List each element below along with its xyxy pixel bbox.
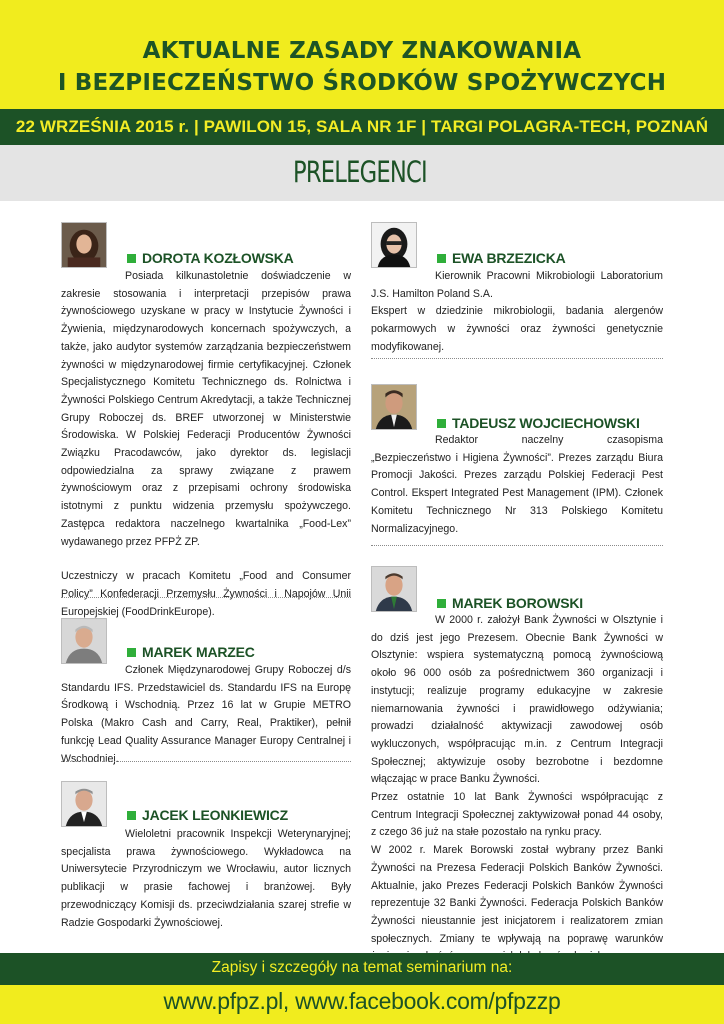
speaker-name-row-brzezicka [437, 250, 566, 266]
section-title: PRELEGENCI [293, 155, 427, 189]
speaker-bio-brzezicka [371, 268, 663, 357]
bullet-square-icon [437, 599, 446, 608]
bio-paragraph: Ekspert w dziedzinie mikrobiologii, badania alergenów pokarmowych w żywności oraz żywności genetycznie modyfikowanej. [371, 305, 663, 353]
speaker-name: DOROTA KOZŁOWSKA [142, 250, 294, 266]
bullet-square-icon [437, 419, 446, 428]
event-info: 22 WRZEŚNIA 2015 r. | PAWILON 15, SALA NR 1F | TARGI POLAGRA-TECH, POZNAŃ [15, 117, 709, 136]
bullet-square-icon [127, 254, 136, 263]
speaker-photo-marzec [61, 618, 107, 664]
bio-paragraph: Kierownik Pracowni Mikrobiologii Laboratorium J.S. Hamilton Poland S.A. [371, 270, 663, 300]
speaker-photo-borowski [371, 566, 417, 612]
speaker-name: EWA BRZEZICKA [452, 250, 566, 266]
divider [61, 597, 351, 598]
speaker-bio-leonkiewicz [61, 826, 351, 932]
bio-paragraph: Posiada kilkunastoletnie doświadczenie w zakresie stosowania i interpretacji przepisów prawa żywnościowego uzyskane w pracy w Instytucie Żywności i Żywienia, międzynarodowych koncernach spożywczych, a także, jako audytor systemów zarządzania bezpieczeństwem żywności w międzynarodowej firmie certyfikacyjnej. Członek Specjalistycznego Komitetu Technicznego ds. Rolnictwa i Żywności Polskiego Centrum Akredytacji, a także Technicznej Grupy Roboczej ds. BREF utworzonej w Ministerstwie Środowiska. W Polskiej Federacji Producentów Żywności Związku Pracodawców, jako dyrektor ds. legislacji odpowiedzialna za sprawy związane z prawem żywnościowym oraz z przepisami ochrony środowiska istotnymi z punktu widzenia przemysłu spożywczego. Zastępca redaktora naczelnego kwartalnika „Food-Lex” wydawanego przez PFPŻ ZP. [61, 270, 351, 548]
speaker-photo-brzezicka [371, 222, 417, 268]
bullet-square-icon [437, 254, 446, 263]
title-line-2: I BEZPIECZEŃSTWO ŚRODKÓW SPOŻYWCZYCH [57, 70, 667, 96]
speaker-bio-borowski [371, 612, 663, 966]
speaker-name: TADEUSZ WOJCIECHOWSKI [452, 415, 640, 431]
speaker-bio-kozlowska [61, 268, 351, 621]
bio-paragraph: Redaktor naczelny czasopisma „Bezpieczeństwo i Higiena Żywności”. Prezes zarządu Biura Promocji Jakości. Prezes zarządu Polskiej Federacji Pest Control. Ekspert Integrated Pest Management (IPM). Członek Komitetu Technicznego Nr 313 Polskiego Komitetu Normalizacyjnego. [371, 434, 663, 535]
divider [61, 761, 351, 762]
event-info-band [0, 109, 724, 145]
divider [371, 545, 663, 546]
bio-paragraph: Członek Międzynarodowej Grupy Roboczej d/s Standardu IFS. Przedstawiciel ds. Standardu IFS na Europę Środkową i Wschodnią. Przez 16 lat w Grupie METRO Polska (Makro Cash and Carry, Real, Praktiker), pełnił funkcję Lead Quality Assurance Manager Europy Centralnej i Wschodniej. [61, 664, 351, 765]
bio-paragraph: Uczestniczy w pracach Komitetu „Food and Consumer Policy” Konfederacji Przemysłu Żywności i Napojów Unii Europejskiej (FoodDrinkEurope). [61, 570, 351, 618]
bullet-square-icon [127, 811, 136, 820]
speaker-photo-kozlowska [61, 222, 107, 268]
speaker-name: MAREK BOROWSKI [452, 595, 583, 611]
bio-paragraph: W 2000 r. założył Bank Żywności w Olsztynie i do dziś jest jego Prezesem. Obecnie Bank Żywności w Olsztynie: wspiera systematyczną pomocą żywnościową około 96 000 osób za pośrednictwem 360 organizacji i instytucji; realizuje programy edukacyjne w zakresie niemarnowania żywności i prawidłowego odżywiania; prowadzi działalność aktywizacji zawodowej osób wykluczonych, współpracując m.in. z Centrum Integracji Społecznej; aktywizuje osoby bezrobotne i bezdomne włączając w prace Banku Żywności. [371, 614, 663, 786]
speaker-name: JACEK LEONKIEWICZ [142, 807, 288, 823]
bullet-square-icon [127, 648, 136, 657]
bio-paragraph: Przez ostatnie 10 lat Bank Żywności współpracując z Centrum Integracji Społecznej zaktywizował ponad 44 osoby, z czego 36 już na stałe pozostało na rynku pracy. [371, 791, 663, 839]
speaker-name-row-marzec [127, 644, 255, 660]
speaker-name-row-kozlowska [127, 250, 294, 266]
bio-paragraph: W 2002 r. Marek Borowski został wybrany przez Banki Żywności na Prezesa Federacji Polskich Banków Żywności. Aktualnie, jako Prezes Federacji Polskich Banków Żywności reprezentuje 32 Banki Żywności. Federacja Polskich Banków Żywności nieustannie jest inicjatorem i realizatorem zmian społecznych. Zmiany te wpływają na poprawę warunków [371, 844, 663, 945]
speaker-name-row-leonkiewicz [127, 807, 288, 823]
title-line-1: AKTUALNE ZASADY ZNAKOWANIA [142, 38, 582, 64]
divider [371, 358, 663, 359]
speaker-bio-marzec [61, 662, 351, 768]
speaker-name: MAREK MARZEC [142, 644, 255, 660]
footer-signup-text: Zapisy i szczegóły na temat seminarium na: [211, 959, 513, 976]
speaker-name-row-wojciechowski [437, 415, 640, 431]
speaker-bio-wojciechowski [371, 432, 663, 538]
bio-paragraph: Wieloletni pracownik Inspekcji Weterynaryjnej; specjalista prawa żywnościowego. Wykładowca na Uniwersytecie Przyrodniczym we Wrocławiu, autor licznych publikacji w prasie fachowej i branżowej. Były przewodniczący Komisji ds. przeciwdziałania szarej strefie w Radzie Gospodarki Żywnościowej. [61, 828, 351, 929]
speaker-photo-leonkiewicz [61, 781, 107, 827]
footer-links[interactable]: www.pfpz.pl, www.facebook.com/pfpzzp [0, 985, 724, 1024]
speaker-name-row-borowski [437, 595, 583, 611]
speaker-photo-wojciechowski [371, 384, 417, 430]
